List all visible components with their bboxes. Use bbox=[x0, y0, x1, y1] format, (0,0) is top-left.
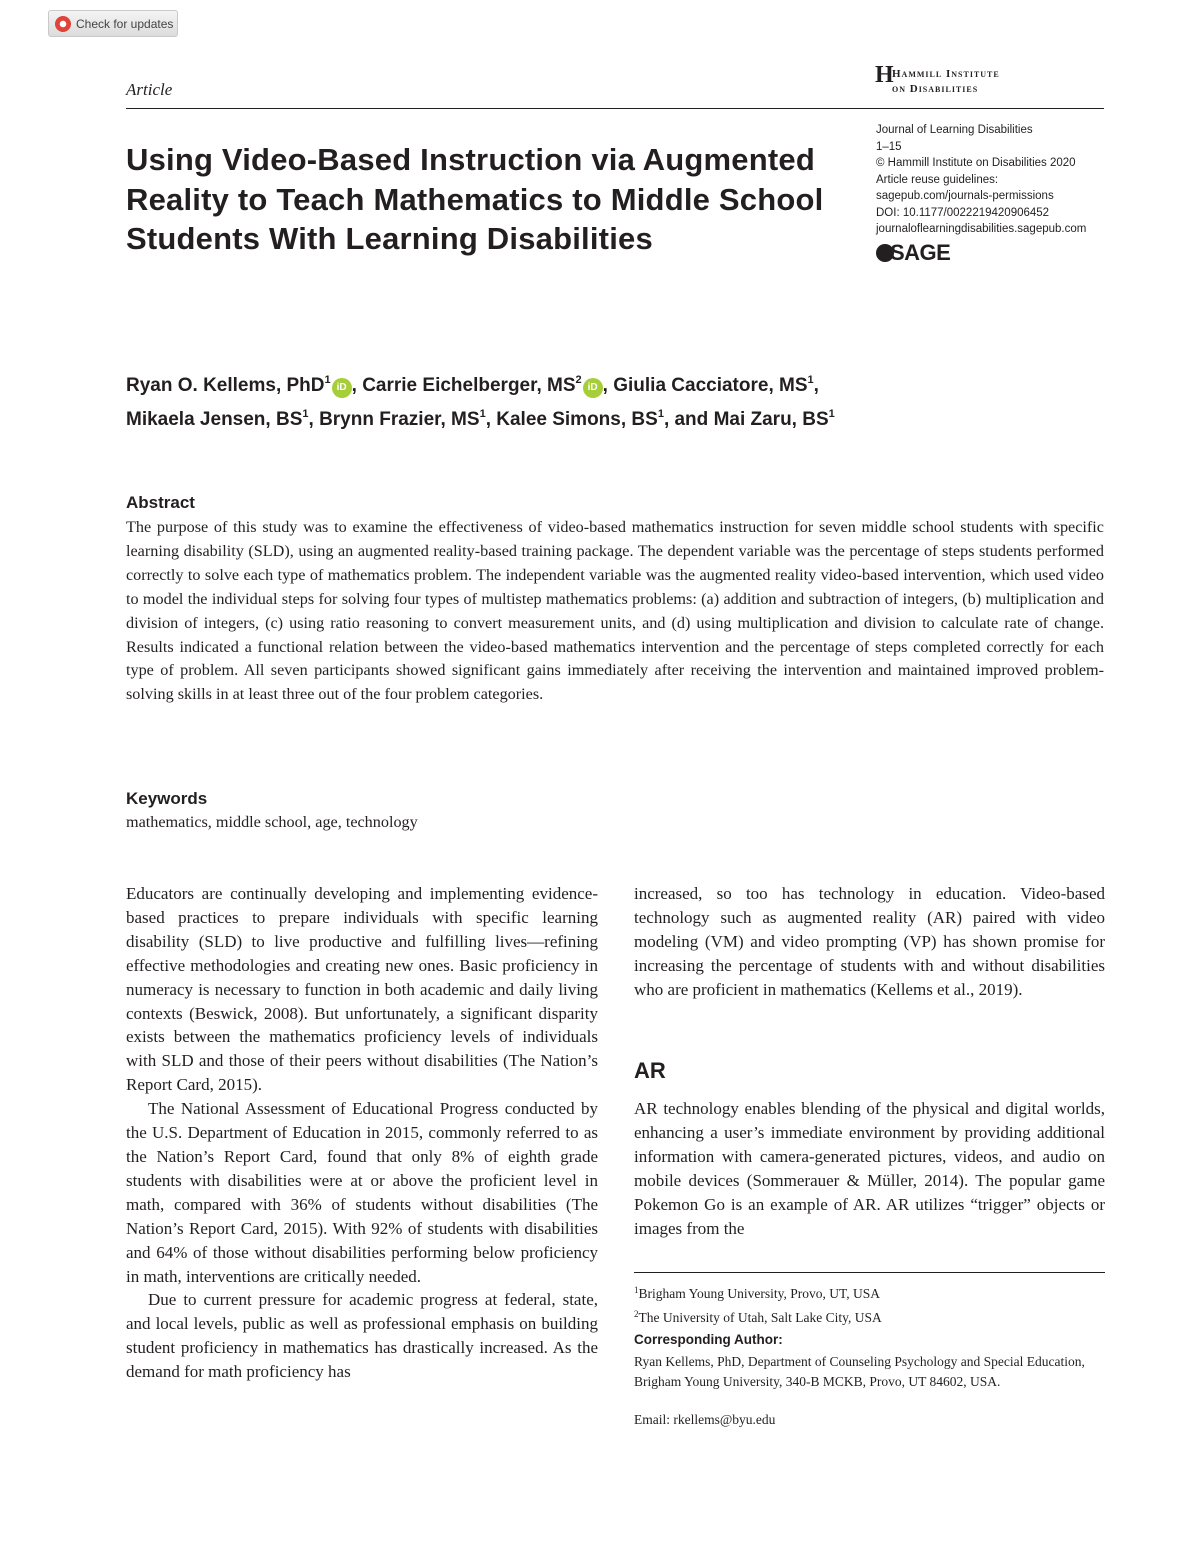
author-affiliation-marker: 2 bbox=[575, 374, 582, 386]
doi[interactable]: DOI: 10.1177/0022219420906452 bbox=[876, 206, 1050, 219]
body-left-column bbox=[126, 882, 598, 1384]
body-right-column-bottom bbox=[634, 1097, 1105, 1240]
abstract-text: The purpose of this study was to examine the effectiveness of video-based mathematics instruction for seven middle school students with specific learning disability (SLD), using an augmented reality-based training package. The dependent variable was the percentage of steps students performed correctly to solve each type of mathematics problem. The independent variable was the augmented reality video-based intervention, which used video to model the individual steps for solving four types of multistep mathematics problems: (a) addition and subtraction of integers, (b) multiplication and division of integers, (c) using ratio reasoning to convert measurement units, and (d) using multiplication and division to calculate rate of change. Results indicated a functional relation between the video-based mathematics intervention and the percentage of steps completed correctly for each type of problem. All seven participants showed significant gains immediately after receiving the intervention and maintained improved problem-solving skills in at least three out of the four problem categories. bbox=[126, 518, 1104, 704]
body-paragraph: The National Assessment of Educational Progress conducted by the U.S. Department of Education in 2015, commonly referred to as the Nation’s Report Card, found that only 8% of eighth grade students with disabilities were at or above the proficient level in math, compared with 36% of students without disabilities (The Nation’s Report Card, 2015). With 92% of students with disabilities and 64% of those without disabilities performing below proficiency in math, interventions are critically needed. bbox=[126, 1099, 598, 1286]
corresponding-author-heading: Corresponding Author: bbox=[634, 1332, 783, 1347]
affiliation-1: $^1$Brigham Young University, Provo, UT, USA bbox=[634, 1285, 881, 1301]
header-rule bbox=[126, 108, 1104, 109]
page-range: 1–15 bbox=[876, 140, 902, 153]
body-paragraph: increased, so too has technology in education. Video-based technology such as augmented reality (AR) paired with video modeling (VM) and video prompting (VP) has shown promise for increasing the percentage of students with and without disabilities who are proficient in mathematics (Kellems et al., 2019). bbox=[634, 884, 1105, 999]
publisher-logo bbox=[875, 62, 1025, 100]
footnote-rule bbox=[634, 1272, 1105, 1273]
author-name: Kalee Simons, BS bbox=[496, 409, 658, 430]
journal-name: Journal of Learning Disabilities bbox=[876, 124, 1033, 136]
orcid-icon[interactable]: iD bbox=[583, 378, 603, 398]
body-paragraph: Educators are continually developing and implementing evidence-based practices to prepare individuals with specific learning disability (SLD) to live productive and fulfilling lives—refining effective methodologies and creating new ones. Basic proficiency in numeracy is necessary to function in both academic and daily living contexts (Beswick, 2008). But unfortunately, a significant disparity exists between the mathematics proficiency levels of individuals with SLD and those of their peers without disabilities (The Nation’s Report Card, 2015). bbox=[126, 884, 598, 1095]
check-for-updates-button[interactable] bbox=[48, 10, 178, 37]
check-for-updates-label: Check for updates bbox=[76, 16, 174, 31]
author-affiliation-marker: 1 bbox=[828, 408, 835, 420]
permissions-link[interactable]: sagepub.com/journals-permissions bbox=[876, 190, 1054, 202]
author-affiliation-marker: 1 bbox=[324, 374, 331, 386]
author-affiliation-marker: 1 bbox=[302, 408, 309, 420]
copyright: © Hammill Institute on Disabilities 2020 bbox=[876, 157, 1076, 169]
body-paragraph: AR technology enables blending of the physical and digital worlds, enhancing a user’s immediate environment by providing additional information with camera-generated pictures, videos, and audio on mobile devices (Sommerauer & Müller, 2014). The popular game Pokemon Go is an example of AR. AR utilizes “trigger” objects or images from the bbox=[634, 1099, 1105, 1238]
article-type-label: Article bbox=[126, 80, 173, 99]
sage-wordmark: SAGE bbox=[890, 240, 951, 265]
author-affiliation-marker: 1 bbox=[657, 408, 664, 420]
keywords-heading: Keywords bbox=[126, 789, 208, 808]
body-paragraph: Due to current pressure for academic progress at federal, state, and local levels, public as well as professional emphasis on building student proficiency in mathematics has drastically increased. As the demand for math proficiency has bbox=[126, 1290, 598, 1382]
keywords-text: mathematics, middle school, age, technology bbox=[126, 813, 418, 831]
affiliations bbox=[634, 1280, 1105, 1328]
corresponding-email[interactable]: Email: rkellems@byu.edu bbox=[634, 1412, 776, 1427]
author-name: Carrie Eichelberger, MS bbox=[362, 375, 576, 396]
crossmark-icon bbox=[55, 16, 71, 32]
author-name: Ryan O. Kellems, PhD bbox=[126, 375, 325, 396]
reuse-label: Article reuse guidelines: bbox=[876, 173, 999, 186]
sage-logo bbox=[876, 240, 950, 266]
section-heading-ar: AR bbox=[634, 1058, 666, 1083]
author-name: Mikaela Jensen, BS bbox=[126, 409, 303, 430]
abstract-heading: Abstract bbox=[126, 493, 195, 512]
orcid-icon[interactable]: iD bbox=[332, 378, 352, 398]
logo-line-2: on Disabilities bbox=[892, 83, 979, 95]
author-list: Ryan O. Kellems, PhD$^1$iD , Carrie Eichelberger, $MS^2iD$ , Giulia Cacciatore, $MS^1$, Mikaela Jensen, $BS^1$, Brynn Frazier, $MS^1$, Kalee Simons, $BS^1$, and Mai Zaru, $BS^1$ bbox=[126, 374, 835, 430]
logo-line-1: Hammill Institute bbox=[892, 68, 1000, 80]
corresponding-author-text: Ryan Kellems, PhD, Department of Counseling Psychology and Special Education, Brigham Young University, 340-B MCKB, Provo, UT 84602, USA. bbox=[634, 1354, 1085, 1389]
journal-url[interactable]: journaloflearningdisabilities.sagepub.com bbox=[876, 223, 1087, 235]
body-right-column-top bbox=[634, 882, 1105, 1002]
logo-letter-h: H bbox=[875, 62, 894, 88]
affiliation-2: $^2$The University of Utah, Salt Lake City, USA bbox=[634, 1309, 882, 1325]
author-name: Mai Zaru, BS bbox=[713, 409, 829, 430]
author-name: Brynn Frazier, MS bbox=[319, 409, 480, 430]
author-affiliation-marker: 1 bbox=[807, 374, 814, 386]
author-name: Giulia Cacciatore, MS bbox=[613, 375, 808, 396]
author-affiliation-marker: 1 bbox=[479, 408, 486, 420]
article-title: Using Video-Based Instruction via Augmented Reality to Teach Mathematics to Middle School Students With Learning Disabilities bbox=[126, 142, 824, 256]
journal-info bbox=[876, 122, 1116, 238]
